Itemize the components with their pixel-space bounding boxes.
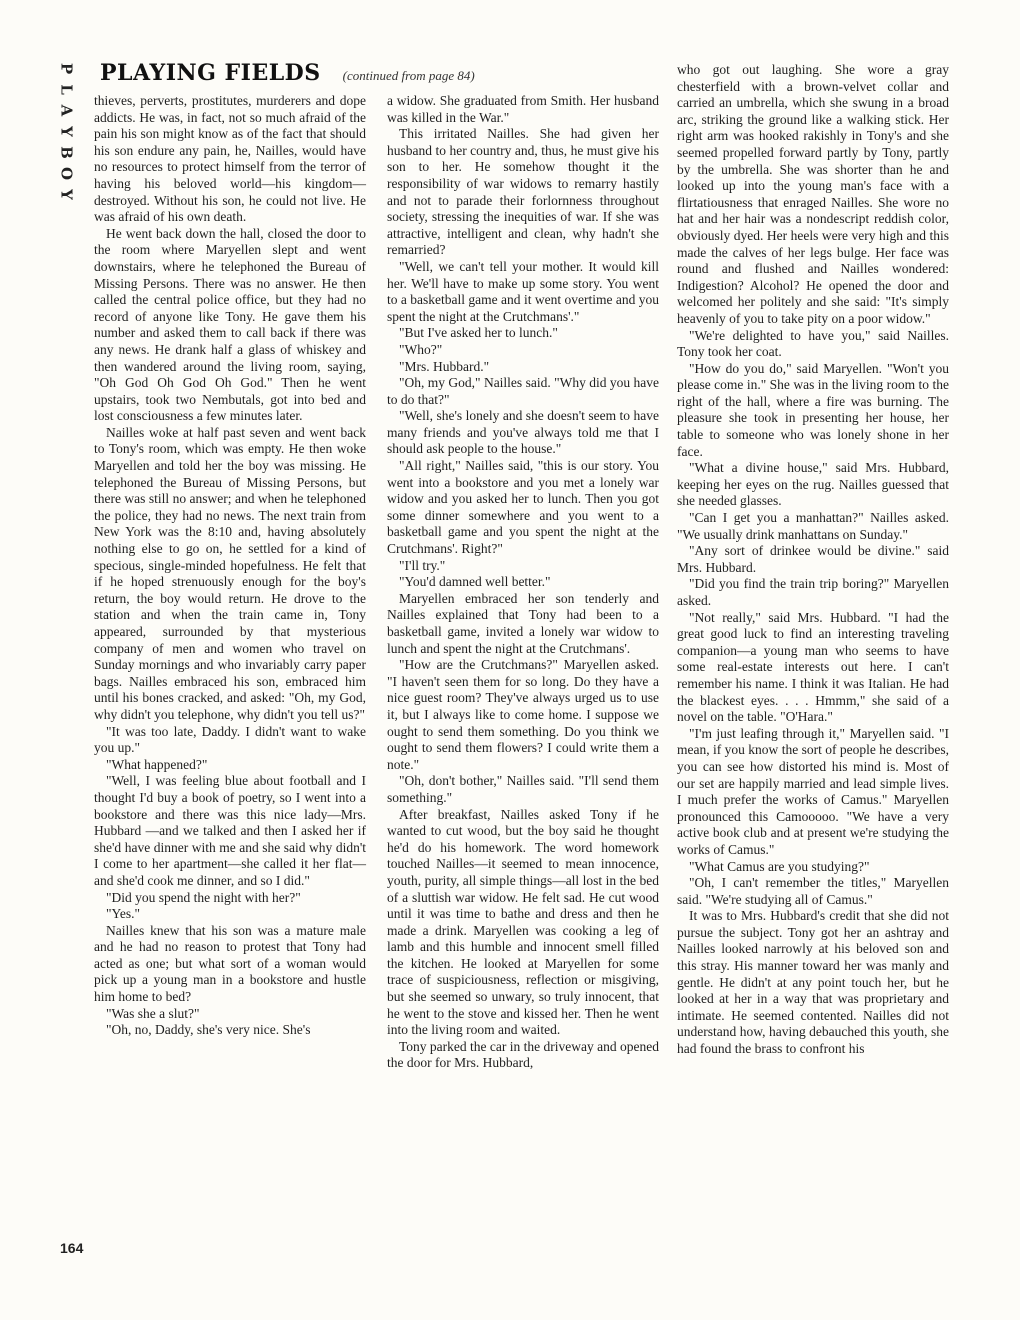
paragraph: He went back down the hall, closed the door to the room where Maryellen slept and went downstairs, where he telephoned the Bureau of Missing Persons. There was no answer. He then called the central police office, but they had no record of anyone like Tony. He gave them his number and asked them to call back if there was any news. He drank half a glass of whiskey and then wandered around the living room, saying, "Oh God Oh God Oh God." Then he went upstairs, took two Nembutals, got into bed and lost consciousness a few minutes later.	[94, 225, 366, 424]
paragraph: It was to Mrs. Hubbard's credit that she did not pursue the subject. Tony got her an ashtray and Nailles looked narrowly at his beloved son and this stray. His manner toward her was manly and gentle. He didn't at any point touch her, but he looked at her in a way that was proprietary and intimate. He seemed contented. Nailles did not understand how, having debauched this youth, she had found the brass to confront his	[677, 908, 949, 1057]
brand-letter: Y	[57, 189, 76, 200]
paragraph: Nailles knew that his son was a mature male and he had no reason to protest that Tony had acted as one; but what sort of a woman would pick up a young man in a bookstore and hustle him home to bed?	[94, 922, 366, 1005]
paragraph: Maryellen embraced her son tenderly and Nailles explained that Tony had been to a basketball game, invited a lonely war widow to lunch and spent the night at the Crutchmans'.	[387, 590, 659, 656]
paragraph: "Can I get you a manhattan?" Nailles asked. "We usually drink manhattans on Sunday."	[677, 510, 949, 542]
paragraph: "Was she a slut?"	[106, 1005, 200, 1021]
text-column-3	[677, 62, 949, 1058]
text-column-2	[387, 93, 659, 1072]
paragraph: "Oh, no, Daddy, she's very nice. She's	[106, 1022, 311, 1038]
brand-letter: O	[57, 166, 76, 181]
article-title: PLAYING FIELDS	[100, 60, 321, 86]
paragraph: "Did you spend the night with her?"	[106, 889, 301, 905]
paragraph: Nailles woke at half past seven and went back to Tony's room, which was empty. He then woke Maryellen and told her the boy was missing. He telephoned the Bureau of Missing Persons, but there was still no answer; and when he telephoned the police, they had no news. The next train from New York was the 8:10 and, having absolutely nothing else to go on, he settled for a kind of specious, single-minded hopefulness. He felt that if he hoped strenuously enough for the boy's return, the boy would return. He drove to the station and when the train came in, Tony appeared, surrounded by that mysterious company of men and women who travel on Sunday mornings and who invariably carry paper bags. Nailles embraced his son, embraced him until his bones cracked, and asked: "Oh, my God, why didn't you telephone, why didn't you tell us?"	[94, 424, 366, 722]
paragraph: "Yes."	[106, 906, 141, 922]
paragraph: "Well, we can't tell your mother. It would kill her. We'll have to make up some story. You went to a basketball game and it went overtime and you spent the night at the Crutchmans'."	[387, 258, 659, 324]
paragraph: "How do you do," said Maryellen. "Won't you please come in." She was in the living room to the right of the hall, where a fire was burning. The pleasure she took in presenting her house, her table to someone who was lonely shone in her face.	[677, 360, 949, 459]
paragraph: "All right," Nailles said, "this is our story. You went into a bookstore and you met a lonely war widow and you asked her to lunch. Then you got some dinner somewhere and you went to a basketball game and you spent the night at the Crutchmans'. Right?"	[387, 458, 659, 557]
paragraph: "We're delighted to have you," said Nailles. Tony took her coat.	[677, 327, 949, 360]
paragraph: "Well, she's lonely and she doesn't seem to have many friends and you've always told me that I should ask people to the house."	[387, 408, 659, 457]
text-column-1	[94, 93, 366, 1039]
paragraph: "What happened?"	[106, 756, 208, 772]
paragraph: "Mrs. Hubbard."	[399, 358, 490, 374]
paragraph: This irritated Nailles. She had given her husband to her country and, thus, he must give his son to her. He somehow thought it the responsibility of war widows to remarry hastily and not to parade their forlornness throughout society, stressing the inequities of war. If she was attractive, intelligent and clean, why hadn't she remarried?	[387, 126, 659, 258]
paragraph: "Did you find the train trip boring?" Maryellen asked.	[677, 576, 949, 608]
paragraph: "Who?"	[399, 341, 443, 357]
paragraph: After breakfast, Nailles asked Tony if he wanted to cut wood, but the boy said he thought he'd do his homework. The word homework touched Nailles—it seemed to mean innocence, youth, purity, all simple things—all lost in the bed of a sluttish war widow. He felt sad. He cut wood until it was time to bathe and dress and then he made a drink. Maryellen was cooking a leg of lamb and this humble and innocent smell filled the kitchen. He looked at Maryellen for some trace of suspiciousness, reflection or misgiving, but she seemed so unwary, so truly innocent, that he went to the stove and kissed her. Then he went into the living room and waited.	[387, 806, 659, 1038]
paragraph: "How are the Crutchmans?" Maryellen asked. "I haven't seen them for so long. Do they have a nice guest room? They've always urged us to use it, but I always like to come home. I suppose we ought to send them something. Do you think we ought to send them flowers? I could write them a note."	[387, 657, 659, 772]
paragraph: "I'm just leafing through it," Maryellen said. "I mean, if you know the sort of people he describes, you can see how distorted his mind is. Most of our set are happily married and lead simple lives. I much prefer the works of Camus." Maryellen pronounced this Camooooo. "We have a very active book club and at present we're studying the works of Camus."	[677, 725, 949, 857]
article-header	[100, 60, 475, 86]
paragraph: "You'd damned well better."	[399, 574, 551, 590]
continuation-note: (continued from page 84)	[342, 68, 475, 83]
paragraph: "Any sort of drinkee would be divine." said Mrs. Hubbard.	[677, 543, 949, 575]
brand-letter: B	[57, 146, 76, 159]
paragraph: "Oh, don't bother," Nailles said. "I'll send them something."	[387, 773, 659, 805]
paragraph: "Oh, I can't remember the titles," Maryellen said. "We're studying all of Camus."	[677, 875, 949, 907]
paragraph: "What a divine house," said Mrs. Hubbard, keeping her eyes on the rug. Nailles guessed that she needed glasses.	[677, 460, 949, 509]
paragraph: thieves, perverts, prostitutes, murderers and dope addicts. He was, in fact, not so much afraid of the pain his son might know as of the fact that should his son endure any pain, he, Nailles, would have no resources to protect himself from the terror of having his beloved world—his kingdom—destroyed. Without his son, he could not live. He was afraid of his own death.	[94, 93, 366, 225]
paragraph: "Well, I was feeling blue about football and I thought I'd buy a book of poetry, so I went into a bookstore and there was this nice lady—Mrs. Hubbard —and we talked and then I asked her if she'd have dinner with me and she said why didn't I come to her apartment—she called it her flat—and she'd cook me dinner, and so I did."	[94, 773, 366, 888]
paragraph: Tony parked the car in the driveway and opened the door for Mrs. Hubbard,	[387, 1038, 659, 1071]
paragraph: "What Camus are you studying?"	[689, 858, 870, 874]
paragraph: "Not really," said Mrs. Hubbard. "I had the great good luck to find an interesting traveling companion—a young man who seems to have some real-estate interests out here. I can't remember his name. I think it was Italian. He had the blackest eyes. . . . Hmmm," she said of a novel on the table. "O'Hara."	[677, 609, 949, 725]
paragraph: "It was too late, Daddy. I didn't want to wake you up."	[94, 723, 366, 756]
paragraph: "Oh, my God," Nailles said. "Why did you have to do that?"	[387, 375, 659, 407]
page-number: 164	[60, 1240, 84, 1256]
paragraph: "I'll try."	[399, 557, 446, 573]
brand-letter: P	[57, 62, 76, 75]
paragraph: a widow. She graduated from Smith. Her husband was killed in the War."	[387, 93, 659, 125]
paragraph: who got out laughing. She wore a gray chesterfield with a brown-velvet collar and carried an umbrella, which she swung in a broad arc, striking the ground like a walking stick. Her right arm was hooked rakishly in Tony's and she seemed propelled forward partly by Tony, partly by the umbrella. She was shorter than he and looked up into the young man's face with a flirtatiousness that enraged Nailles. She wore no hat and her hair was a nondescript reddish color, obviously dyed. Her heels were very high and this made the calves of her legs bulge. Her face was round and flushed and Nailles wondered: Indigestion? Alcohol? He opened the door and welcomed her politely and she said: "It's simply heavenly of you to take pity on a poor widow."	[677, 62, 949, 326]
brand-letter: Y	[57, 126, 76, 137]
brand-letter: L	[57, 84, 76, 95]
paragraph: "But I've asked her to lunch."	[399, 325, 558, 341]
brand-letter: A	[57, 104, 76, 117]
magazine-brand-vertical	[55, 58, 77, 205]
